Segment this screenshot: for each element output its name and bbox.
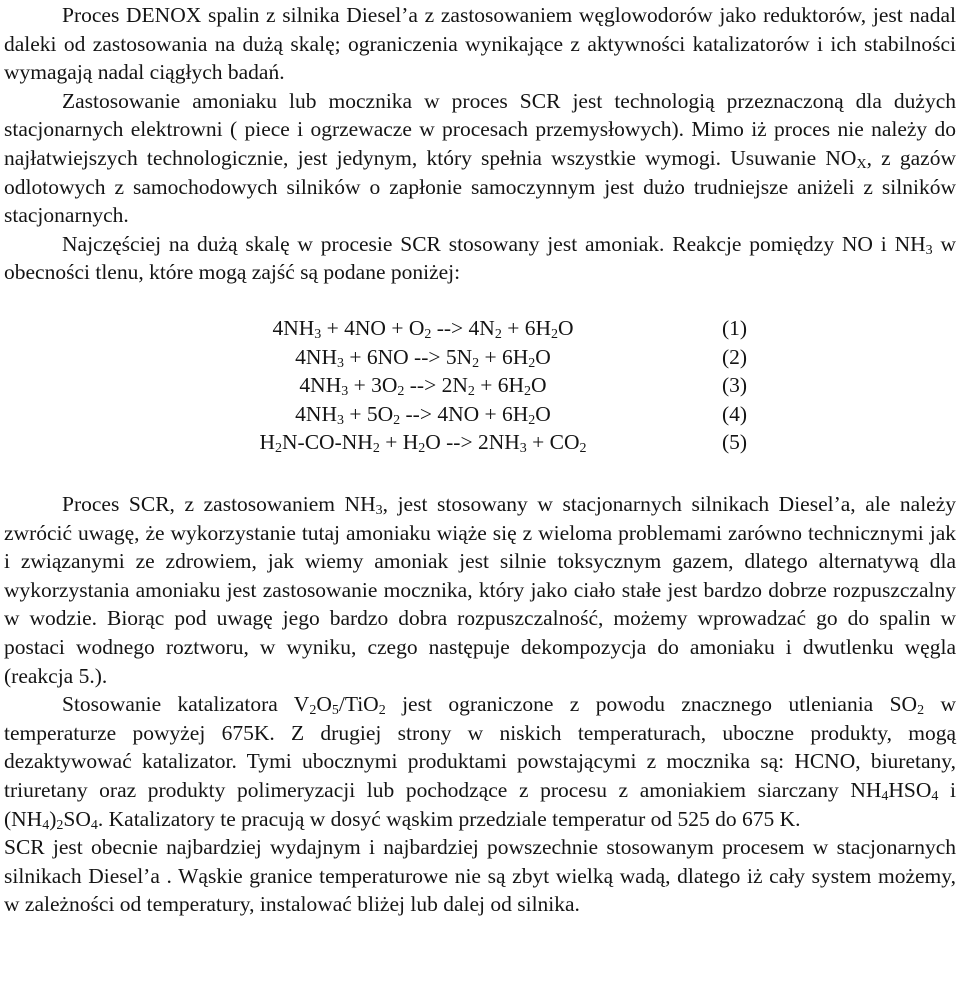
paragraph-denox: Proces DENOX spalin z silnika Diesel’a z zastosowaniem węglowodorów jako reduktorów, jest nadal daleki od zastosowania na dużą skalę; ograniczenia wynikające z aktywności katalizatorów i ich stabilności wymagają nadal ciągłych badań. <box>4 3 956 85</box>
subscript: 3 <box>336 412 344 428</box>
equation-row <box>0 430 960 458</box>
subscript: 2 <box>528 412 536 428</box>
subscript: 2 <box>275 441 283 456</box>
subscript: 2 <box>494 327 502 342</box>
subscript: 2 <box>917 703 925 719</box>
equation-row <box>0 373 960 401</box>
equation-number: (1) <box>722 316 748 340</box>
subscript: 3 <box>341 384 349 399</box>
subscript: 3 <box>375 503 383 518</box>
subscript: X <box>856 156 867 172</box>
equation: $4NH_3 + 6NO$ --> $5N_2 + 6H_2O$ <box>295 344 551 371</box>
equation: $4NH_3 + 3O_2$ --> $2N_2 + 6H_2O$ <box>299 373 547 399</box>
subscript: 2 <box>418 441 426 456</box>
subscript: 2 <box>378 703 386 719</box>
subscript: 2 <box>309 703 317 719</box>
subscript: 2 <box>551 327 558 342</box>
equation-row <box>0 316 960 344</box>
equation-number: (4) <box>722 401 748 426</box>
main-text <box>4 490 956 919</box>
subscript: 4 <box>931 788 939 804</box>
intro-text <box>4 1 956 287</box>
subscript: 4 <box>90 817 98 833</box>
equation: $4NH_3 + 4NO + O_2$ --> $4N_2 + 6H_2O$ <box>272 316 574 342</box>
subscript: 2 <box>467 384 475 399</box>
subscript: 3 <box>336 355 344 371</box>
equation: $4NH_3 + 5O_2$ --> $4NO + 6H_2O$ <box>295 401 551 428</box>
subscript: 2 <box>56 817 64 833</box>
subscript: 3 <box>925 242 933 258</box>
paragraph-catalyst: Stosowanie katalizatora $V_2O_5/TiO_2$ jest ograniczone z powodu znacznego utleniania $SO_2$ w temperaturze powyżej 675K. Z drugiej strony w niskich temperaturach, uboczne produkty, mogą dezaktywować katalizator. Tymi ubocznymi produktami powstającymi z mocznika są: HCNO, biuretany, triuretany oraz produkty polimeryzacji lub pochodzące z procesu z amoniakiem siarczany $NH_4HSO_4$ i $(NH_4)_2SO_4$. Katalizatory te pracują w dosyć wąskim przedziale temperatur od 525 do 675 K. <box>4 692 957 833</box>
subscript: 2 <box>528 355 536 371</box>
subscript: 2 <box>372 441 380 456</box>
subscript: 2 <box>524 384 532 399</box>
equation-number: (5) <box>722 430 748 454</box>
equation-number: (3) <box>722 373 748 397</box>
paragraph-scr-diesel: Proces SCR, z zastosowaniem $NH_3$, jest stosowany w stacjonarnych silnikach Diesel’a, ale należy zwrócić uwagę, że wykorzystanie tutaj amoniaku wiąże się z wieloma problemami zarówno technicznymi jak i związanymi ze zdrowiem, jak wiemy amoniak jest silnie toksycznym gazem, dlatego alternatywą dla wykorzystania amoniaku jest zastosowanie mocznika, który jako ciało stałe jest bardzo dobrze rozpuszczalny w wodzie. Biorąc pod uwagę jego bardzo dobra rozpuszczalność, możemy wprowadzać go do spalin w postaci wodnego roztworu, w wyniku, czego następuje dekompozycja do amoniaku i dwutlenku węgla (reakcja 5.). <box>4 492 957 688</box>
equation-number: (2) <box>722 344 748 369</box>
subscript: 3 <box>519 441 527 456</box>
subscript: 4 <box>881 788 889 804</box>
paragraph-scr-ammonia: Zastosowanie amoniaku lub mocznika w proces SCR jest technologią przeznaczoną dla dużych stacjonarnych elektrowni ( piece i ogrzewacze w procesach przemysłowych). Mimo iż proces nie należy do najłatwiejszych technologicznie, jest jedynym, który spełnia wszystkie wymogi. Usuwanie $NO_X$, z gazów odlotowych z samochodowych silników o zapłonie samoczynnym jest dużo trudniejsze aniżeli z silników stacjonarnych. <box>4 88 956 228</box>
subscript: 2 <box>424 327 432 342</box>
paragraph-summary: SCR jest obecnie najbardziej wydajnym i najbardziej powszechnie stosowanym procesem w stacjonarnych silnikach Diesel’a . Wąskie granice temperaturowe nie są zbyt wielką wadą, dlatego iż cały system możemy, w zależności od temperatury, instalować bliżej lub dalej od silnika. <box>4 835 956 917</box>
equation-row <box>0 402 960 430</box>
subscript: 2 <box>472 355 480 371</box>
subscript: 2 <box>393 412 401 428</box>
equation-row <box>0 345 960 373</box>
subscript: 2 <box>579 441 587 456</box>
paragraph-reactions-intro: Najczęściej na dużą skalę w procesie SCR stosowany jest amoniak. Reakcje pomiędzy NO i $NH_3$ w obecności tlenu, które mogą zajść są podane poniżej: <box>4 231 956 285</box>
subscript: 3 <box>314 327 322 342</box>
subscript: 4 <box>42 817 50 833</box>
equation: $H_2N-CO-NH_2 + H_2O$ --> $2NH_3 + CO_2$ <box>259 430 587 456</box>
subscript: 2 <box>397 384 405 399</box>
subscript: 5 <box>331 703 339 719</box>
